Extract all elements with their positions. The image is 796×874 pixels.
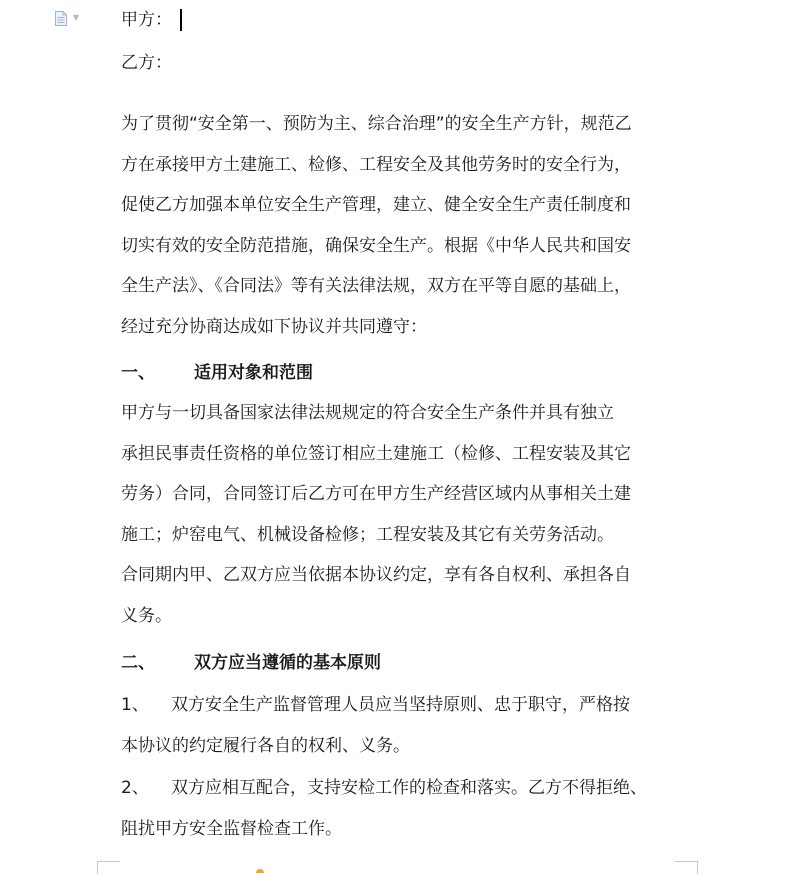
intro-line: 方在承接甲方土建施工、检修、工程安全及其他劳务时的安全行为， (121, 154, 631, 175)
party-a-label[interactable]: 甲方： (121, 10, 172, 30)
intro-paragraph[interactable] (121, 114, 691, 357)
section-1-title: 适用对象和范围 (194, 363, 313, 383)
section-1-line: 甲方与一切具备国家法律法规规定的符合安全生产条件并具有独立 (121, 403, 614, 423)
section-1-line: 合同期内甲、乙双方应当依据本协议约定，享有各自权利、承担各自 (121, 565, 631, 585)
section-2-heading[interactable] (121, 653, 381, 673)
item-number: 1、 (121, 695, 149, 715)
document-icon[interactable] (55, 11, 67, 26)
item-line (121, 695, 691, 736)
section-1-line: 施工；炉窑电气、机械设备检修；工程安装及其它有关劳务活动。 (121, 524, 614, 545)
section-1-line: 劳务）合同，合同签订后乙方可在甲方生产经营区域内从事相关土建 (121, 484, 631, 504)
intro-line: 全生产法》、《合同法》等有关法律法规，双方在平等自愿的基础上， (121, 276, 631, 296)
section-2-item-1[interactable] (121, 695, 691, 776)
chevron-down-icon[interactable]: ▼ (73, 13, 80, 22)
page-corner-mark-left (97, 861, 120, 874)
page-corner-mark-right (675, 861, 698, 874)
intro-line: 为了贯彻“安全第一、预防为主、综合治理”的安全生产方针，规范乙 (121, 114, 632, 134)
section-1-line: 承担民事责任资格的单位签订相应土建施工（检修、工程安装及其它 (121, 443, 631, 464)
section-1-body[interactable] (121, 403, 691, 646)
intro-line: 切实有效的安全防范措施，确保安全生产。根据《中华人民共和国安 (121, 235, 631, 256)
item-line: 阻扰甲方安全监督检查工作。 (121, 818, 342, 839)
intro-line: 促使乙方加强本单位安全生产管理，建立、健全安全生产责任制度和 (121, 195, 631, 215)
section-1-number: 一、 (121, 363, 155, 383)
item-number: 2、 (121, 778, 149, 798)
section-2-item-2[interactable] (121, 778, 691, 859)
item-text: 双方应相互配合，支持安检工作的检查和落实。乙方不得拒绝、 (171, 778, 647, 798)
section-2-number: 二、 (121, 653, 155, 673)
section-1-heading[interactable] (121, 363, 313, 383)
section-2-title: 双方应当遵循的基本原则 (194, 653, 381, 673)
item-line: 本协议的约定履行各自的权利、义务。 (121, 735, 410, 756)
party-b-label[interactable]: 乙方： (121, 53, 172, 73)
item-line (121, 778, 691, 819)
scroll-indicator (256, 869, 264, 873)
item-text: 双方安全生产监督管理人员应当坚持原则、忠于职守，严格按 (171, 695, 630, 715)
section-1-line: 义务。 (121, 605, 172, 626)
text-cursor (180, 9, 182, 31)
intro-line: 经过充分协商达成如下协议并共同遵守： (121, 316, 427, 337)
